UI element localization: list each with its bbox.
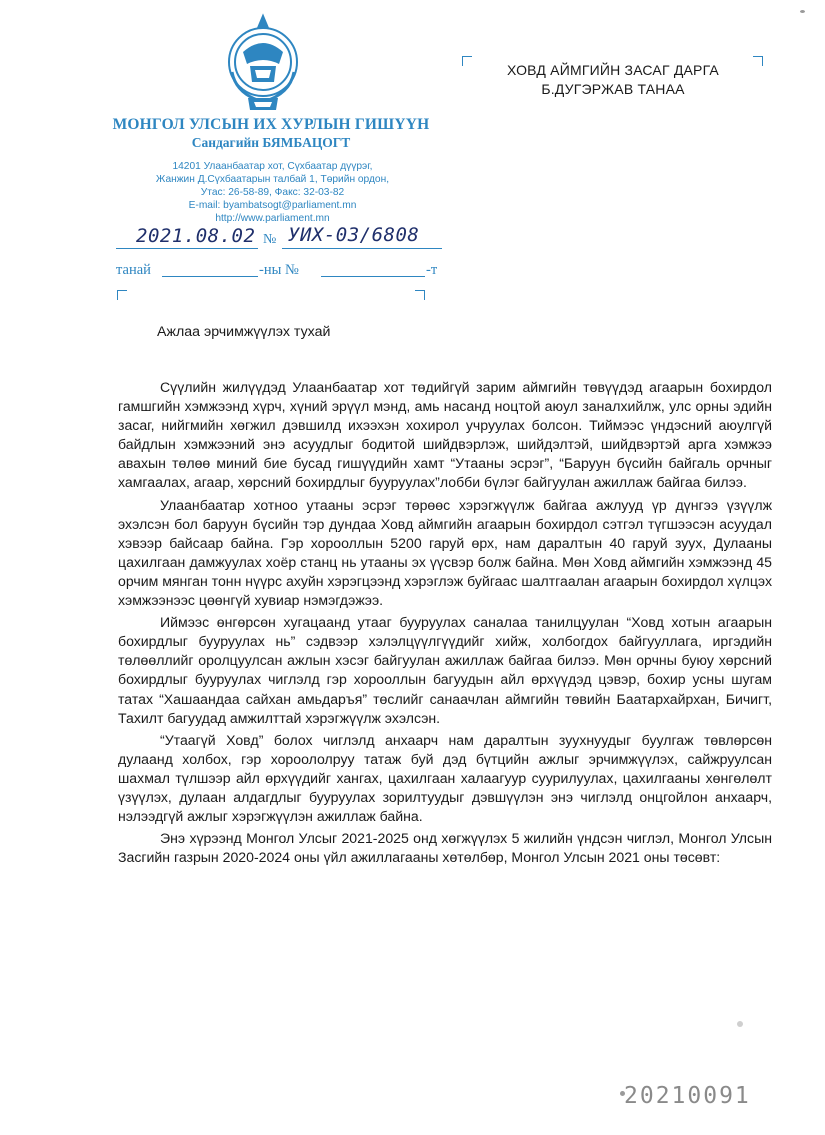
reply-number-underline [321, 276, 425, 277]
reply-prefix: танай [116, 262, 151, 278]
corner-mark [462, 56, 472, 66]
letter-number: УИХ-03/6808 [288, 224, 420, 246]
recipient-title: ХОВД АЙМГИЙН ЗАСАГ ДАРГА [507, 62, 719, 78]
body-paragraph: Энэ хүрээнд Монгол Улсыг 2021-2025 онд хөгжүүлэх 5 жилийн үндсэн чиглэл, Монгол Улсын Засгийн газрын 2020-2024 оны үйл ажиллагааны хөтөлбөр, Монгол Улсын 2021 оны төсөвт: [118, 830, 772, 866]
reply-reference-row [116, 262, 436, 282]
body-paragraph: “Утаагүй Ховд” болох чиглэлд анхаарч нам даралтын зуухнуудыг буулгаж төвлөрсөн дулаанд холбох, гэр хороололруу татаж буй дэд бүтцийн ажлыг эрчимжүүлэх, сайжруулсан шахмал түлшээр айл өрхүүдийг хангах, цахилгаан халаагуур суурилуулах, цахилгааны хөнгөлөлт үзүүлэх, дулаан алдагдлыг бууруулах зорилтуудыг дэвшүүлэн энэ чиглэлд онцгойлон анхаарч, нэлээдгүй ажлыг хэрэгжүүлэн ажиллаж байна. [118, 731, 772, 825]
phone-fax-line: Утас: 26-58-89, Факс: 32-03-82 [200, 187, 345, 198]
number-label: № [263, 232, 277, 247]
website-line: http://www.parliament.mn [215, 213, 330, 224]
letter-date: 2021.08.02 [136, 225, 256, 247]
scan-speck [800, 10, 805, 13]
reply-middle: -ны № [259, 262, 299, 278]
body-paragraph: Иймээс өнгөрсөн хугацаанд утааг бууруулах саналаа танилцуулан “Ховд хотын агаарын бохирдлыг бууруулах нь” сэдвээр хэлэлцүүлгүүдийг хийж, холбогдох байгууллага, иргэдийн төлөөллийг оролцуулсан ажлын хэсэг байгуулан ажиллаж байгаа билээ. Мөн орчны буюу хөрсний бохирдлыг бууруулах чиглэлд гэр хорооллын багуудын айл өрхүүдэд цэвэр, бохир усны шугам татах “Хашаандаа сайхан амьдаръя” төслийг санаачлан аймгийн төвийн Баатархайрхан, Бичигт, Тахилт багуудад амжилттай хэрэгжүүлж эхэлсэн. [118, 614, 772, 726]
corner-mark [415, 290, 425, 300]
member-name: Сандагийн БЯМБАЦОГТ [191, 135, 351, 150]
letter-body [118, 378, 772, 870]
recipient-name: Б.ДУГЭРЖАВ ТАНАА [541, 81, 685, 97]
address-line: 14201 Улаанбаатар хот, Сүхбаатар дүүрэг, [172, 161, 373, 172]
email-line: E-mail: byambatsogt@parliament.mn [188, 200, 357, 211]
org-title: МОНГОЛ УЛСЫН ИХ ХУРЛЫН ГИШҮҮН [112, 116, 430, 133]
corner-mark [117, 290, 127, 300]
reference-row [116, 222, 446, 252]
reply-date-underline [162, 276, 258, 277]
reply-suffix: -т [426, 262, 438, 278]
number-underline [282, 248, 442, 249]
body-paragraph: Сүүлийн жилүүдэд Улаанбаатар хот төдийгүй зарим аймгийн төвүүдэд агаарын бохирдол гамшгийн хэмжээнд хүрч, хүний эрүүл мэнд, амь насанд ноцтой аюул заналхийлж, улс орны эдийн засаг, нийгмийн хөгжил дэвшилд ихээхэн хохирол учруулах болсон. Тиймээс үндэсний аюулгүй байдлын хэмжээний энэ асуудлыг бодитой шийдвэрлэж, шийдэлтэй, шийдвэртэй арга хэмжээ авахын төлөө миний бие бусад гишүүдийн хамт “Утааны эсрэг”, “Баруун бүсийн байгаль орчныг хамгаалах, агаар, хөрсний бохирдлыг бууруулах”лобби бүлэг байгуулан ажиллаж байгаа билээ. [118, 379, 772, 491]
body-paragraph: Улаанбаатар хотноо утааны эсрэг төрөөс хэрэгжүүлж байгаа ажлууд үр дүнгээ үзүүлж эхэлсэн бол баруун бүсийн тэр дундаа Ховд аймгийн агаарын бохирдол сэтгэл түгшээсэн асуудал хэвээр байсаар байна. Гэр хорооллын 5200 гаруй өрх, нам даралтын 40 гаруй зуух, Дулааны цахилгаан дамжуулах хоёр станц нь утааны эх үүсвэр болж байна. Мөн Ховд аймгийн хэмжээнд 45 орчим мянган тонн нүүрс ахуйн хэрэгцээнд хэрэглэж буйгаас шалтгаалан агаарын бохирдол хүлцэх хэмжээнээс цөөнгүй хувиар нэмэгдэжээ. [118, 496, 772, 609]
address-line: Жанжин Д.Сүхбаатарын талбай 1, Төрийн ордон, [155, 174, 390, 185]
date-underline [116, 248, 258, 249]
letter-subject: Ажлаа эрчимжүүлэх тухай [157, 324, 331, 340]
scan-speck [737, 1021, 743, 1027]
corner-mark [753, 56, 763, 66]
state-emblem-icon [222, 12, 304, 116]
registration-stamp-number: 20210091 [624, 1083, 751, 1109]
